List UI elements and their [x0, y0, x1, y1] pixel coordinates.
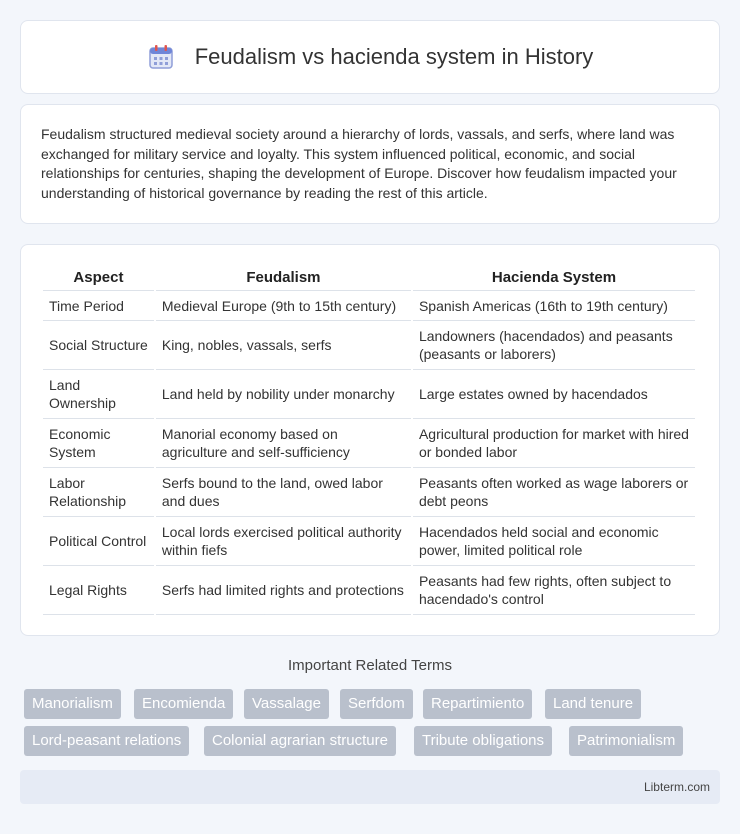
- hacienda-cell: Large estates owned by hacendados: [413, 370, 695, 419]
- page-title: Feudalism vs hacienda system in History: [194, 44, 594, 69]
- footer-link[interactable]: Libterm.com: [643, 780, 710, 794]
- table-row: [43, 370, 695, 419]
- intro-card: [20, 104, 720, 224]
- aspect-cell: Political Control: [43, 517, 154, 566]
- hacienda-cell: Landowners (hacendados) and peasants (peasants or laborers): [413, 321, 695, 370]
- tag-repartimiento[interactable]: Repartimiento: [423, 689, 532, 719]
- aspect-cell: Land Ownership: [43, 370, 154, 419]
- hacienda-cell: Peasants had few rights, often subject to hacendado's control: [413, 566, 695, 615]
- tag-patrimonialism[interactable]: Patrimonialism: [569, 726, 683, 756]
- tag-tribute-obligations[interactable]: Tribute obligations: [414, 726, 552, 756]
- feudalism-cell: Local lords exercised political authority within fiefs: [156, 517, 411, 566]
- calendar-icon: [147, 43, 175, 71]
- tag-vassalage[interactable]: Vassalage: [244, 689, 329, 719]
- intro-text: Feudalism structured medieval society around a hierarchy of lords, vassals, and serfs, where land was exchanged for military service and loyalty. This system influenced political, economic, and social relationships for centuries, shaping the development of Europe. Discover how feudalism impacted your understanding of historical governance by reading the rest of this article.: [41, 126, 677, 201]
- table-header-row: [43, 265, 695, 291]
- related-terms-title: Important Related Terms: [288, 657, 452, 674]
- tag-colonial-agrarian-structure[interactable]: Colonial agrarian structure: [204, 726, 396, 756]
- feudalism-cell: Serfs had limited rights and protections: [156, 566, 411, 615]
- aspect-cell: Time Period: [43, 291, 154, 321]
- hacienda-cell: Peasants often worked as wage laborers or debt peons: [413, 468, 695, 517]
- hacienda-cell: Hacendados held social and economic power, limited political role: [413, 517, 695, 566]
- aspect-cell: Labor Relationship: [43, 468, 154, 517]
- header-aspect: Aspect: [43, 265, 154, 291]
- title-card: [20, 20, 720, 94]
- aspect-cell: Social Structure: [43, 321, 154, 370]
- hacienda-cell: Agricultural production for market with hired or bonded labor: [413, 419, 695, 468]
- tag-manorialism[interactable]: Manorialism: [24, 689, 121, 719]
- feudalism-cell: Medieval Europe (9th to 15th century): [156, 291, 411, 321]
- table-row: [43, 566, 695, 615]
- aspect-cell: Economic System: [43, 419, 154, 468]
- table-row: [43, 468, 695, 517]
- header-feudalism: Feudalism: [156, 265, 411, 291]
- comparison-table-card: [20, 244, 720, 636]
- feudalism-cell: Land held by nobility under monarchy: [156, 370, 411, 419]
- header-hacienda: Hacienda System: [413, 265, 695, 291]
- hacienda-cell: Spanish Americas (16th to 19th century): [413, 291, 695, 321]
- tag-encomienda[interactable]: Encomienda: [134, 689, 233, 719]
- table-row: [43, 419, 695, 468]
- tag-lord-peasant-relations[interactable]: Lord-peasant relations: [24, 726, 189, 756]
- aspect-cell: Legal Rights: [43, 566, 154, 615]
- table-row: [43, 517, 695, 566]
- footer: [20, 770, 720, 804]
- feudalism-cell: King, nobles, vassals, serfs: [156, 321, 411, 370]
- table-row: [43, 291, 695, 321]
- feudalism-cell: Serfs bound to the land, owed labor and dues: [156, 468, 411, 517]
- tag-serfdom[interactable]: Serfdom: [340, 689, 413, 719]
- tag-land-tenure[interactable]: Land tenure: [545, 689, 641, 719]
- table-row: [43, 321, 695, 370]
- feudalism-cell: Manorial economy based on agriculture and self-sufficiency: [156, 419, 411, 468]
- comparison-table: [41, 265, 697, 615]
